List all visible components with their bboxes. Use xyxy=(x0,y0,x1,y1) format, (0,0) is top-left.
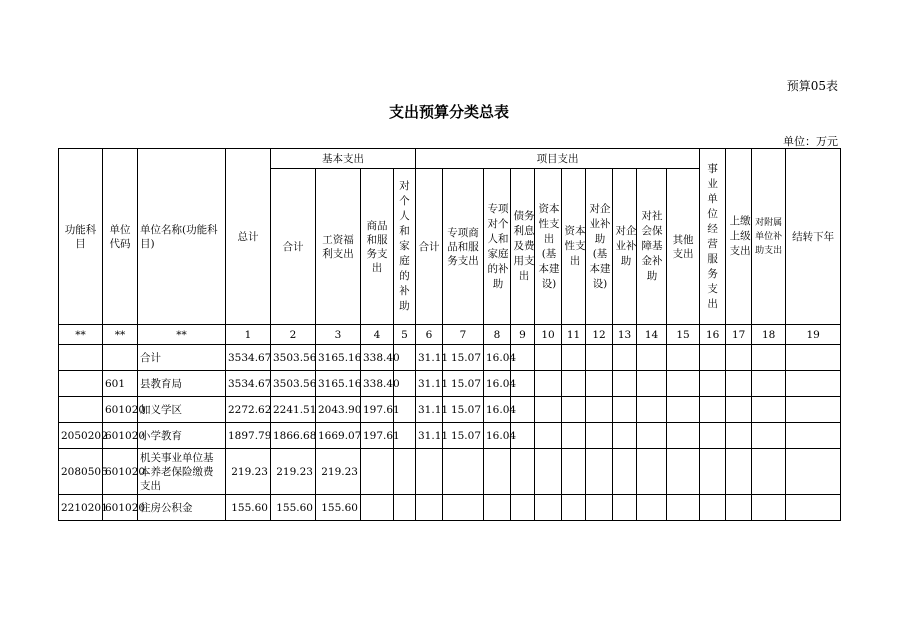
table-cell xyxy=(637,397,667,423)
table-cell xyxy=(726,495,752,521)
index-cell: ** xyxy=(59,325,103,345)
table-cell xyxy=(361,495,394,521)
table-cell: 加义学区 xyxy=(138,397,226,423)
table-cell xyxy=(59,371,103,397)
index-cell: 17 xyxy=(726,325,752,345)
table-cell xyxy=(416,495,443,521)
table-cell xyxy=(613,371,637,397)
table-cell xyxy=(786,423,841,449)
index-cell: ** xyxy=(103,325,138,345)
table-cell: 197.61 xyxy=(361,397,394,423)
table-cell: 合计 xyxy=(138,345,226,371)
table-cell xyxy=(562,423,586,449)
header-basic: 基本支出 xyxy=(271,149,416,169)
table-cell xyxy=(726,371,752,397)
table-cell xyxy=(752,345,786,371)
index-cell: 6 xyxy=(416,325,443,345)
header-unit-name: 单位名称(功能科目) xyxy=(138,149,226,325)
table-cell: 3534.67 xyxy=(226,345,271,371)
table-cell xyxy=(59,397,103,423)
table-cell xyxy=(700,449,726,495)
table-cell: 2050202 xyxy=(59,423,103,449)
table-cell xyxy=(637,371,667,397)
index-cell: 7 xyxy=(443,325,484,345)
table-cell: 601020 xyxy=(103,423,138,449)
header-debt: 债务利息及费用支出 xyxy=(513,210,535,282)
table-cell xyxy=(511,495,535,521)
table-cell xyxy=(667,345,700,371)
table-cell xyxy=(484,449,511,495)
table-cell xyxy=(535,397,562,423)
table-cell xyxy=(726,345,752,371)
table-row xyxy=(59,423,841,449)
table-cell: 601020 xyxy=(103,495,138,521)
index-cell: 14 xyxy=(637,325,667,345)
index-cell: 11 xyxy=(562,325,586,345)
table-cell xyxy=(667,423,700,449)
table-cell: 155.60 xyxy=(226,495,271,521)
table-cell xyxy=(586,345,613,371)
table-cell: 16.04 xyxy=(484,345,511,371)
table-cell: 1669.07 xyxy=(316,423,361,449)
header-upper: 上缴上级支出 xyxy=(729,215,751,257)
table-cell: 338.40 xyxy=(361,371,394,397)
table-cell: 3503.56 xyxy=(271,371,316,397)
table-cell xyxy=(562,371,586,397)
header-project: 项目支出 xyxy=(416,149,700,169)
table-cell xyxy=(586,449,613,495)
index-cell: 19 xyxy=(786,325,841,345)
table-cell xyxy=(562,449,586,495)
header-basic-total: 合计 xyxy=(271,169,316,325)
header-total: 总计 xyxy=(226,149,271,325)
header-enterprise: 对企业补助 xyxy=(615,225,637,267)
table-cell xyxy=(667,495,700,521)
table-cell: 219.23 xyxy=(226,449,271,495)
header-business: 事业单位经营服务支出 xyxy=(707,162,718,310)
table-cell xyxy=(443,449,484,495)
table-cell xyxy=(786,495,841,521)
table-cell xyxy=(562,345,586,371)
header-enterprise-basic: 对企业补助(基本建设) xyxy=(589,202,611,290)
table-cell: 2043.90 xyxy=(316,397,361,423)
header-proj-total: 合计 xyxy=(416,169,443,325)
table-cell xyxy=(637,449,667,495)
table-cell xyxy=(394,449,416,495)
index-cell: 4 xyxy=(361,325,394,345)
table-cell xyxy=(535,423,562,449)
header-capital-basic: 资本性支出(基本建设) xyxy=(538,202,560,290)
table-cell xyxy=(535,371,562,397)
header-subsidiary: 对附属单位补助支出 xyxy=(752,149,786,325)
table-row xyxy=(59,449,841,495)
table-cell xyxy=(752,423,786,449)
table-cell: 155.60 xyxy=(271,495,316,521)
table-row xyxy=(59,397,841,423)
table-cell: 31.11 xyxy=(416,371,443,397)
table-cell: 2080505 xyxy=(59,449,103,495)
table-cell xyxy=(700,495,726,521)
header-goods: 商品和服务支出 xyxy=(361,169,394,325)
table-cell xyxy=(443,495,484,521)
table-cell xyxy=(786,397,841,423)
table-cell xyxy=(726,449,752,495)
table-cell: 3503.56 xyxy=(271,345,316,371)
header-capital: 资本性支出 xyxy=(564,225,586,267)
table-cell: 16.04 xyxy=(484,397,511,423)
table-cell: 3534.67 xyxy=(226,371,271,397)
table-cell xyxy=(535,345,562,371)
header-wages: 工资福利支出 xyxy=(316,169,361,325)
table-cell xyxy=(586,371,613,397)
table-cell xyxy=(613,423,637,449)
index-cell: ** xyxy=(138,325,226,345)
table-cell: 县教育局 xyxy=(138,371,226,397)
table-cell xyxy=(613,449,637,495)
data-rows xyxy=(59,345,841,521)
table-cell xyxy=(613,495,637,521)
table-cell xyxy=(562,397,586,423)
index-cell: 13 xyxy=(613,325,637,345)
table-cell: 15.07 xyxy=(443,423,484,449)
table-cell: 601020 xyxy=(103,397,138,423)
header-proj-personal: 专项对个人和家庭的补助 xyxy=(487,202,509,290)
page-title: 支出预算分类总表 xyxy=(388,103,509,121)
expenditure-table xyxy=(58,148,841,521)
index-cell: 12 xyxy=(586,325,613,345)
table-cell: 1866.68 xyxy=(271,423,316,449)
table-cell: 住房公积金 xyxy=(138,495,226,521)
index-cell: 15 xyxy=(667,325,700,345)
header-carry: 结转下年 xyxy=(786,149,841,325)
table-cell: 197.61 xyxy=(361,423,394,449)
table-cell xyxy=(637,345,667,371)
form-number: 预算05表 xyxy=(786,79,838,93)
header-personal: 对个人和家庭的补助 xyxy=(399,180,410,312)
table-cell xyxy=(416,449,443,495)
index-cell: 10 xyxy=(535,325,562,345)
table-cell xyxy=(786,371,841,397)
table-cell xyxy=(535,495,562,521)
index-cell: 1 xyxy=(226,325,271,345)
table-cell xyxy=(667,397,700,423)
table-cell: 小学教育 xyxy=(138,423,226,449)
index-cell: 8 xyxy=(484,325,511,345)
table-cell xyxy=(511,449,535,495)
table-cell: 601 xyxy=(103,371,138,397)
index-cell: 2 xyxy=(271,325,316,345)
table-cell: 601020 xyxy=(103,449,138,495)
table-cell: 219.23 xyxy=(271,449,316,495)
table-cell: 1897.79 xyxy=(226,423,271,449)
table-cell xyxy=(103,345,138,371)
table-cell: 3165.16 xyxy=(316,345,361,371)
table-cell xyxy=(726,397,752,423)
table-cell xyxy=(667,449,700,495)
table-cell xyxy=(667,371,700,397)
table-cell xyxy=(562,495,586,521)
table-cell xyxy=(700,345,726,371)
table-cell xyxy=(361,449,394,495)
header-social: 对社会保障基金补助 xyxy=(641,210,663,282)
table-cell: 31.11 xyxy=(416,423,443,449)
table-cell xyxy=(752,371,786,397)
table-row xyxy=(59,495,841,521)
header-unit-code: 单位代码 xyxy=(103,149,138,325)
index-cell: 18 xyxy=(752,325,786,345)
table-cell: 3165.16 xyxy=(316,371,361,397)
table-cell xyxy=(637,423,667,449)
table-cell xyxy=(613,345,637,371)
table-cell xyxy=(484,495,511,521)
table-cell xyxy=(586,495,613,521)
table-cell xyxy=(786,345,841,371)
table-row xyxy=(59,371,841,397)
table-cell xyxy=(786,449,841,495)
table-cell xyxy=(752,495,786,521)
index-row xyxy=(59,325,841,345)
table-cell: 15.07 xyxy=(443,371,484,397)
unit-label: 单位：万元 xyxy=(783,135,838,148)
table-cell xyxy=(752,397,786,423)
header-func-code: 功能科目 xyxy=(59,149,103,325)
table-cell: 15.07 xyxy=(443,345,484,371)
table-cell xyxy=(535,449,562,495)
table-cell: 2241.51 xyxy=(271,397,316,423)
table-cell: 338.40 xyxy=(361,345,394,371)
table-cell: 机关事业单位基本养老保险缴费支出 xyxy=(138,449,226,495)
table-cell xyxy=(586,423,613,449)
table-cell xyxy=(586,397,613,423)
header-other: 其他支出 xyxy=(667,169,700,325)
index-cell: 16 xyxy=(700,325,726,345)
table-cell: 2272.62 xyxy=(226,397,271,423)
table-cell: 155.60 xyxy=(316,495,361,521)
table-cell xyxy=(59,345,103,371)
table-cell xyxy=(394,495,416,521)
table-cell xyxy=(637,495,667,521)
table-cell xyxy=(700,397,726,423)
table-cell xyxy=(700,423,726,449)
table-cell: 16.04 xyxy=(484,423,511,449)
table-cell xyxy=(613,397,637,423)
header-proj-goods: 专项商品和服务支出 xyxy=(443,169,484,325)
table-cell: 2210201 xyxy=(59,495,103,521)
index-cell: 9 xyxy=(511,325,535,345)
table-cell: 31.11 xyxy=(416,345,443,371)
index-cell: 5 xyxy=(394,325,416,345)
table-cell: 16.04 xyxy=(484,371,511,397)
index-cell: 3 xyxy=(316,325,361,345)
table-cell xyxy=(726,423,752,449)
table-cell xyxy=(700,371,726,397)
table-cell: 31.11 xyxy=(416,397,443,423)
table-row xyxy=(59,345,841,371)
table-cell: 15.07 xyxy=(443,397,484,423)
table-cell xyxy=(752,449,786,495)
table-cell: 219.23 xyxy=(316,449,361,495)
